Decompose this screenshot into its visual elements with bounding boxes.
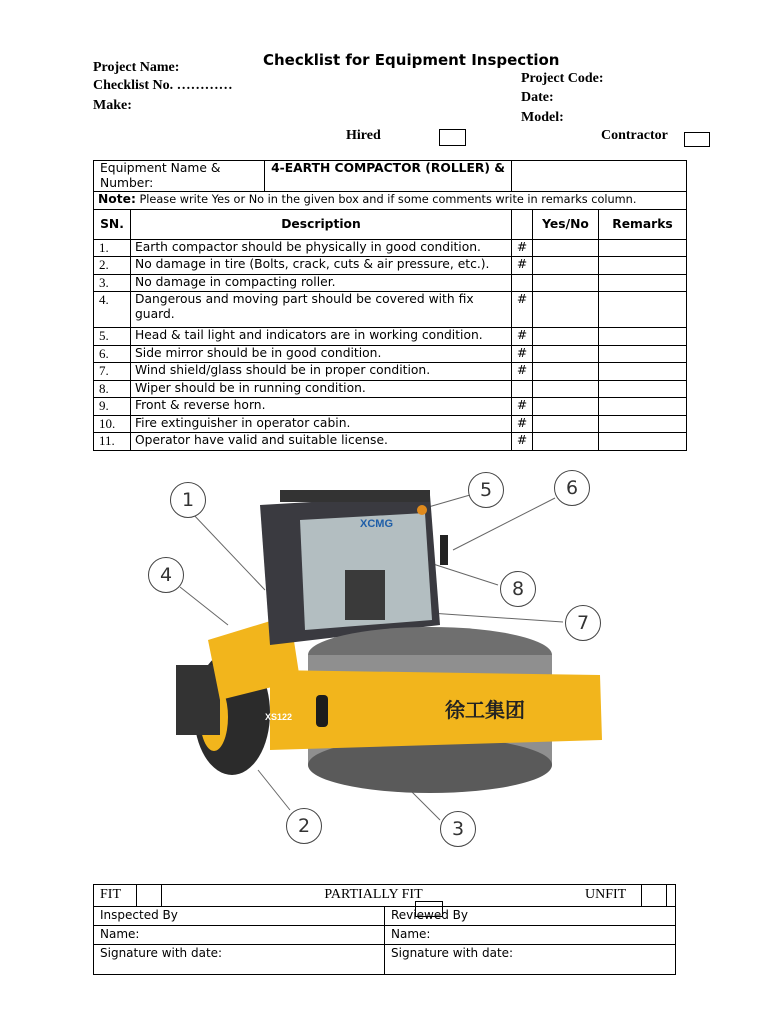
fit-label: FIT (94, 885, 137, 906)
leader-line-4 (180, 587, 228, 625)
table-row (94, 274, 687, 292)
table-row (94, 257, 687, 275)
row-description: Operator have valid and suitable license. (131, 433, 512, 451)
operator-seat (345, 570, 385, 620)
row-yes-no-cell[interactable] (533, 363, 599, 381)
equipment-label: Equipment Name & Number: (94, 161, 265, 191)
row-remarks-cell[interactable] (599, 415, 687, 433)
signoff-table (93, 884, 676, 975)
cabin-roof (280, 490, 430, 502)
row-yes-no-cell[interactable] (533, 292, 599, 328)
callout-7: 7 (565, 605, 601, 641)
callout-4: 4 (148, 557, 184, 593)
leader-line-6 (453, 498, 555, 550)
leader-line-5 (425, 495, 470, 508)
callout-5: 5 (468, 472, 504, 508)
row-remarks-cell[interactable] (599, 345, 687, 363)
leader-line-1 (192, 513, 265, 590)
callout-3: 3 (440, 811, 476, 847)
partially-fit-box[interactable] (415, 901, 443, 917)
row-remarks-cell[interactable] (599, 398, 687, 416)
row-description: Wiper should be in running condition. (131, 380, 512, 398)
row-mark: # (512, 415, 533, 433)
row-description: No damage in tire (Bolts, crack, cuts & air pressure, etc.). (131, 257, 512, 275)
row-description: Front & reverse horn. (131, 398, 512, 416)
row-mark (512, 274, 533, 292)
partially-fit-label: PARTIALLY FIT (324, 887, 423, 902)
yes-no-header: Yes/No (533, 209, 599, 239)
row-remarks-cell[interactable] (599, 363, 687, 381)
row-sn: 3. (94, 274, 131, 292)
row-description: Wind shield/glass should be in proper condition. (131, 363, 512, 381)
leader-line-8 (430, 563, 498, 585)
hired-label: Hired (346, 128, 381, 143)
row-sn: 1. (94, 239, 131, 257)
inspected-by-label: Inspected By (94, 907, 385, 926)
row-mark: # (512, 328, 533, 346)
row-yes-no-cell[interactable] (533, 345, 599, 363)
road-roller-figure (130, 465, 630, 860)
table-header (94, 209, 687, 239)
unfit-box[interactable] (641, 885, 667, 906)
note-label: Note: (98, 192, 136, 206)
rear-chassis (176, 665, 220, 735)
contractor-label: Contractor (601, 128, 668, 143)
row-remarks-cell[interactable] (599, 239, 687, 257)
remarks-header: Remarks (599, 209, 687, 239)
row-remarks-cell[interactable] (599, 380, 687, 398)
table-row (94, 345, 687, 363)
row-sn: 5. (94, 328, 131, 346)
row-yes-no-cell[interactable] (533, 257, 599, 275)
reviewed-by-label: Reviewed By (385, 907, 676, 926)
row-description: Side mirror should be in good condition. (131, 345, 512, 363)
head-light (417, 505, 427, 515)
row-yes-no-cell[interactable] (533, 398, 599, 416)
row-yes-no-cell[interactable] (533, 274, 599, 292)
checklist-table (93, 160, 687, 451)
callout-8: 8 (500, 571, 536, 607)
make-label: Make: (93, 98, 132, 113)
row-sn: 8. (94, 380, 131, 398)
row-description: No damage in compacting roller. (131, 274, 512, 292)
frame-slot (316, 695, 328, 727)
row-remarks-cell[interactable] (599, 292, 687, 328)
callout-1: 1 (170, 482, 206, 518)
project-code-label: Project Code: (521, 71, 604, 86)
row-description: Head & tail light and indicators are in working condition. (131, 328, 512, 346)
side-mirror (440, 535, 448, 565)
reviewer-name-field[interactable]: Name: (385, 926, 676, 945)
note-text: Please write Yes or No in the given box and if some comments write in remarks column. (139, 193, 637, 206)
row-description: Earth compactor should be physically in good condition. (131, 239, 512, 257)
row-sn: 2. (94, 257, 131, 275)
note-row (94, 192, 687, 210)
unfit-label: UNFIT (585, 887, 627, 902)
row-sn: 10. (94, 415, 131, 433)
sn-header: SN. (94, 209, 131, 239)
row-remarks-cell[interactable] (599, 257, 687, 275)
hired-checkbox[interactable] (439, 129, 466, 146)
row-mark: # (512, 433, 533, 451)
row-sn: 9. (94, 398, 131, 416)
table-row (94, 398, 687, 416)
row-description: Dangerous and moving part should be covered with fix guard. (131, 292, 512, 328)
row-yes-no-cell[interactable] (533, 433, 599, 451)
project-name-label: Project Name: (93, 60, 180, 75)
equipment-row (94, 161, 687, 192)
inspector-name-field[interactable]: Name: (94, 926, 385, 945)
fit-box[interactable] (137, 885, 162, 906)
table-row (94, 415, 687, 433)
row-remarks-cell[interactable] (599, 433, 687, 451)
row-sn: 7. (94, 363, 131, 381)
table-row (94, 363, 687, 381)
callout-2: 2 (286, 808, 322, 844)
inspector-signature-field[interactable]: Signature with date: (94, 945, 385, 975)
date-label: Date: (521, 90, 554, 105)
fitness-row (94, 885, 676, 907)
checklist-no-label: Checklist No. ………… (93, 78, 233, 93)
row-sn: 6. (94, 345, 131, 363)
row-mark: # (512, 363, 533, 381)
table-row (94, 239, 687, 257)
table-row (94, 433, 687, 451)
row-yes-no-cell[interactable] (533, 415, 599, 433)
table-row (94, 380, 687, 398)
model-label: Model: (521, 110, 564, 125)
row-remarks-cell[interactable] (599, 328, 687, 346)
row-mark: # (512, 257, 533, 275)
reviewer-signature-field[interactable]: Signature with date: (385, 945, 676, 975)
leader-line-7 (430, 613, 563, 622)
row-mark: # (512, 292, 533, 328)
row-mark: # (512, 239, 533, 257)
contractor-checkbox[interactable] (684, 132, 710, 147)
row-description: Fire extinguisher in operator cabin. (131, 415, 512, 433)
callout-6: 6 (554, 470, 590, 506)
description-header: Description (131, 209, 512, 239)
row-mark (512, 380, 533, 398)
leader-line-2 (258, 770, 290, 810)
equipment-value: 4-EARTH COMPACTOR (ROLLER) & (271, 161, 505, 175)
row-yes-no-cell[interactable] (533, 239, 599, 257)
row-remarks-cell[interactable] (599, 274, 687, 292)
row-sn: 11. (94, 433, 131, 451)
row-sn: 4. (94, 292, 131, 328)
table-row (94, 292, 687, 328)
cab-brand-text: XCMG (360, 518, 393, 530)
row-yes-no-cell[interactable] (533, 328, 599, 346)
table-row (94, 328, 687, 346)
document-title: Checklist for Equipment Inspection (263, 51, 560, 69)
row-yes-no-cell[interactable] (533, 380, 599, 398)
chinese-brand-text: 徐工集团 (445, 698, 525, 722)
row-mark: # (512, 345, 533, 363)
row-mark: # (512, 398, 533, 416)
model-badge: XS122 (265, 712, 293, 722)
